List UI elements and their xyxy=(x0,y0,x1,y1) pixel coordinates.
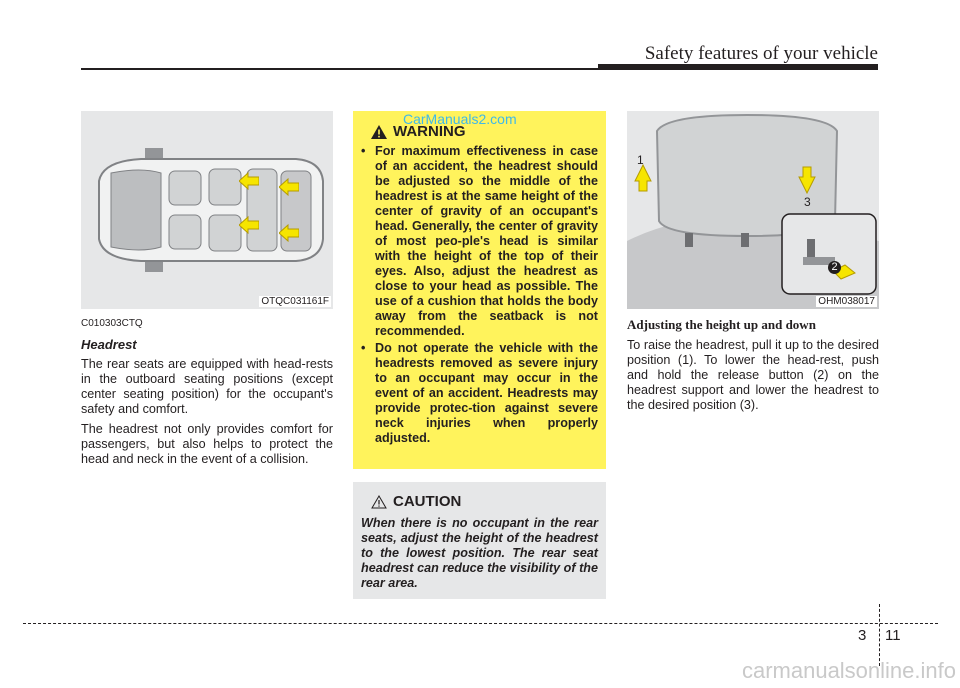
body-paragraph: To raise the headrest, pull it up to the desired position (1). To lower the head-rest, push and hold the release button (2) on the headrest support and lower the headrest to the desired position (3). xyxy=(627,338,879,412)
footer-rule xyxy=(23,623,938,624)
car-seating-figure xyxy=(81,111,333,309)
warning-item-text: For maximum effectiveness in case of an accident, the headrest should be adjusted so the middle of the headrest is at the same height of the center of gravity of an occupant's head. Generally, the center of gravity of most peo-ple's head is similar with the height of the top of their eyes. Also, adjust the headrest as close to your head as possible. The use of a cushion that holds the body away from the seatback is not recommended. xyxy=(375,144,598,338)
page-header-title: Safety features of your vehicle xyxy=(644,43,878,64)
warning-box xyxy=(353,111,606,469)
caution-title-label: CAUTION xyxy=(393,493,462,510)
section-heading: Adjusting the height up and down xyxy=(627,317,816,332)
header-rule-accent xyxy=(598,64,878,70)
body-paragraph: The rear seats are equipped with head-rests in the outboard seating positions (except center seating position) for the occupant's safety and comfort. xyxy=(81,357,333,416)
page-number: 11 xyxy=(885,627,901,644)
body-paragraph: The headrest not only provides comfort for passengers, but also helps to protect the head and neck in the event of a collision. xyxy=(81,422,333,466)
caution-title xyxy=(371,493,598,510)
headrest-illustration xyxy=(627,111,879,309)
caution-triangle-icon xyxy=(371,495,387,509)
caution-text: When there is no occupant in the rear seats, adjust the height of the headrest to the lowest position. The rear seat headrest can reduce the visibility of the rear area. xyxy=(361,516,598,590)
warning-list xyxy=(361,144,598,446)
footer-divider xyxy=(879,604,880,666)
site-watermark: carmanualsonline.info xyxy=(741,658,956,683)
headrest-figure xyxy=(627,111,879,309)
section-heading: Headrest xyxy=(81,337,137,352)
right-column xyxy=(627,111,879,413)
warning-item-text: Do not operate the vehicle with the headrests removed as severe injury to an occupant may occur in the event of an accident. Headrests may provide protec-tion against severe neck injuries when properly adjusted. xyxy=(375,341,598,445)
arrow-left-icon xyxy=(239,171,259,191)
arrow-left-icon xyxy=(279,223,299,243)
arrow-left-icon xyxy=(239,215,259,235)
callout-1: 1 xyxy=(637,153,644,167)
chapter-number: 3 xyxy=(858,627,867,644)
list-item: • For maximum effectiveness in case of an accident, the headrest should be adjusted so the middle of the headrest is at the same height of the center of gravity of an occupant's head. Generally, the center of gravity of most peo-ple's head is similar with the height of the top of their eyes. Also, adjust the headrest as close to your head as possible. The use of a cushion that holds the body away from the seatback is not recommended. xyxy=(361,144,598,338)
left-column xyxy=(81,111,333,467)
warning-title-label: WARNING xyxy=(393,123,466,140)
list-item: • Do not operate the vehicle with the headrests removed as severe injury to an occupant may occur in the event of an accident. Headrests may provide protec-tion against severe neck injuries when properly adjusted. xyxy=(361,341,598,445)
callout-3: 3 xyxy=(804,195,811,209)
callout-2: 2 xyxy=(828,261,841,274)
arrow-left-icon xyxy=(279,177,299,197)
watermark-text: CarManuals2.com xyxy=(403,111,517,127)
car-top-view-illustration xyxy=(81,111,333,309)
figure-code: OTQC031161F xyxy=(261,296,329,307)
middle-column xyxy=(353,111,606,599)
figure-code: OHM038017 xyxy=(818,296,875,307)
section-code: C010303CTQ xyxy=(81,318,143,329)
caution-box xyxy=(353,482,606,599)
warning-triangle-icon xyxy=(371,125,387,139)
